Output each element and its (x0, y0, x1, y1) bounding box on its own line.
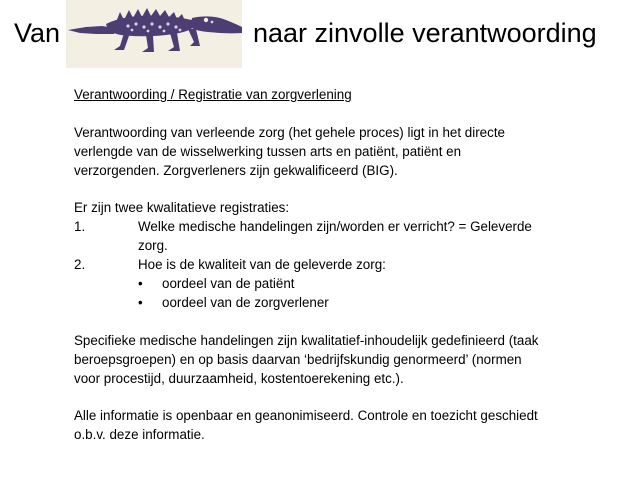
title-after: naar zinvolle verantwoording (253, 18, 597, 48)
numbered-item (74, 256, 544, 275)
item-number: 1. (74, 219, 86, 235)
title-before: Van (14, 18, 61, 48)
item-number: 2. (74, 257, 86, 273)
bullet-icon: • (138, 294, 143, 310)
item-text: Welke medische handelingen zijn/worden er verricht? = Geleverde zorg. (138, 219, 532, 254)
bullet-text: oordeel van de zorgverlener (162, 294, 329, 310)
paragraph-accountability: Verantwoording van verleende zorg (het gehele proces) ligt in het directe verlengde van de wisselwerking tussen arts en patiënt, patiënt en verzorgenden. Zorgverleners zijn gekwalificeerd (BIG). (74, 124, 505, 178)
registrations-intro: Er zijn twee kwalitatieve registraties: (74, 200, 290, 216)
item-text: Hoe is de kwaliteit van de geleverde zorg: (138, 257, 386, 273)
crocodile-drawing-icon (66, 0, 242, 68)
section-heading: Verantwoording / Registratie van zorgverlening (74, 87, 352, 102)
bullet-icon: • (138, 276, 143, 292)
bullet-text: oordeel van de patiënt (162, 276, 295, 292)
bullet-item (74, 275, 544, 294)
numbered-item (74, 218, 544, 256)
paragraph-transparency: Alle informatie is openbaar en geanonimiseerd. Controle en toezicht geschiedt o.b.v. deze informatie. (74, 408, 538, 443)
paragraph-specifications: Specifieke medische handelingen zijn kwalitatief-inhoudelijk gedefinieerd (taak beroepsgroepen) en op basis daarvan ‘bedrijfskundig genormeerd’ (normen voor procestijd, duurzaamheid, kostentoerekening etc.). (74, 332, 539, 386)
crocodile-image (66, 0, 242, 68)
bullet-item (74, 294, 544, 313)
slide-content (74, 86, 544, 445)
